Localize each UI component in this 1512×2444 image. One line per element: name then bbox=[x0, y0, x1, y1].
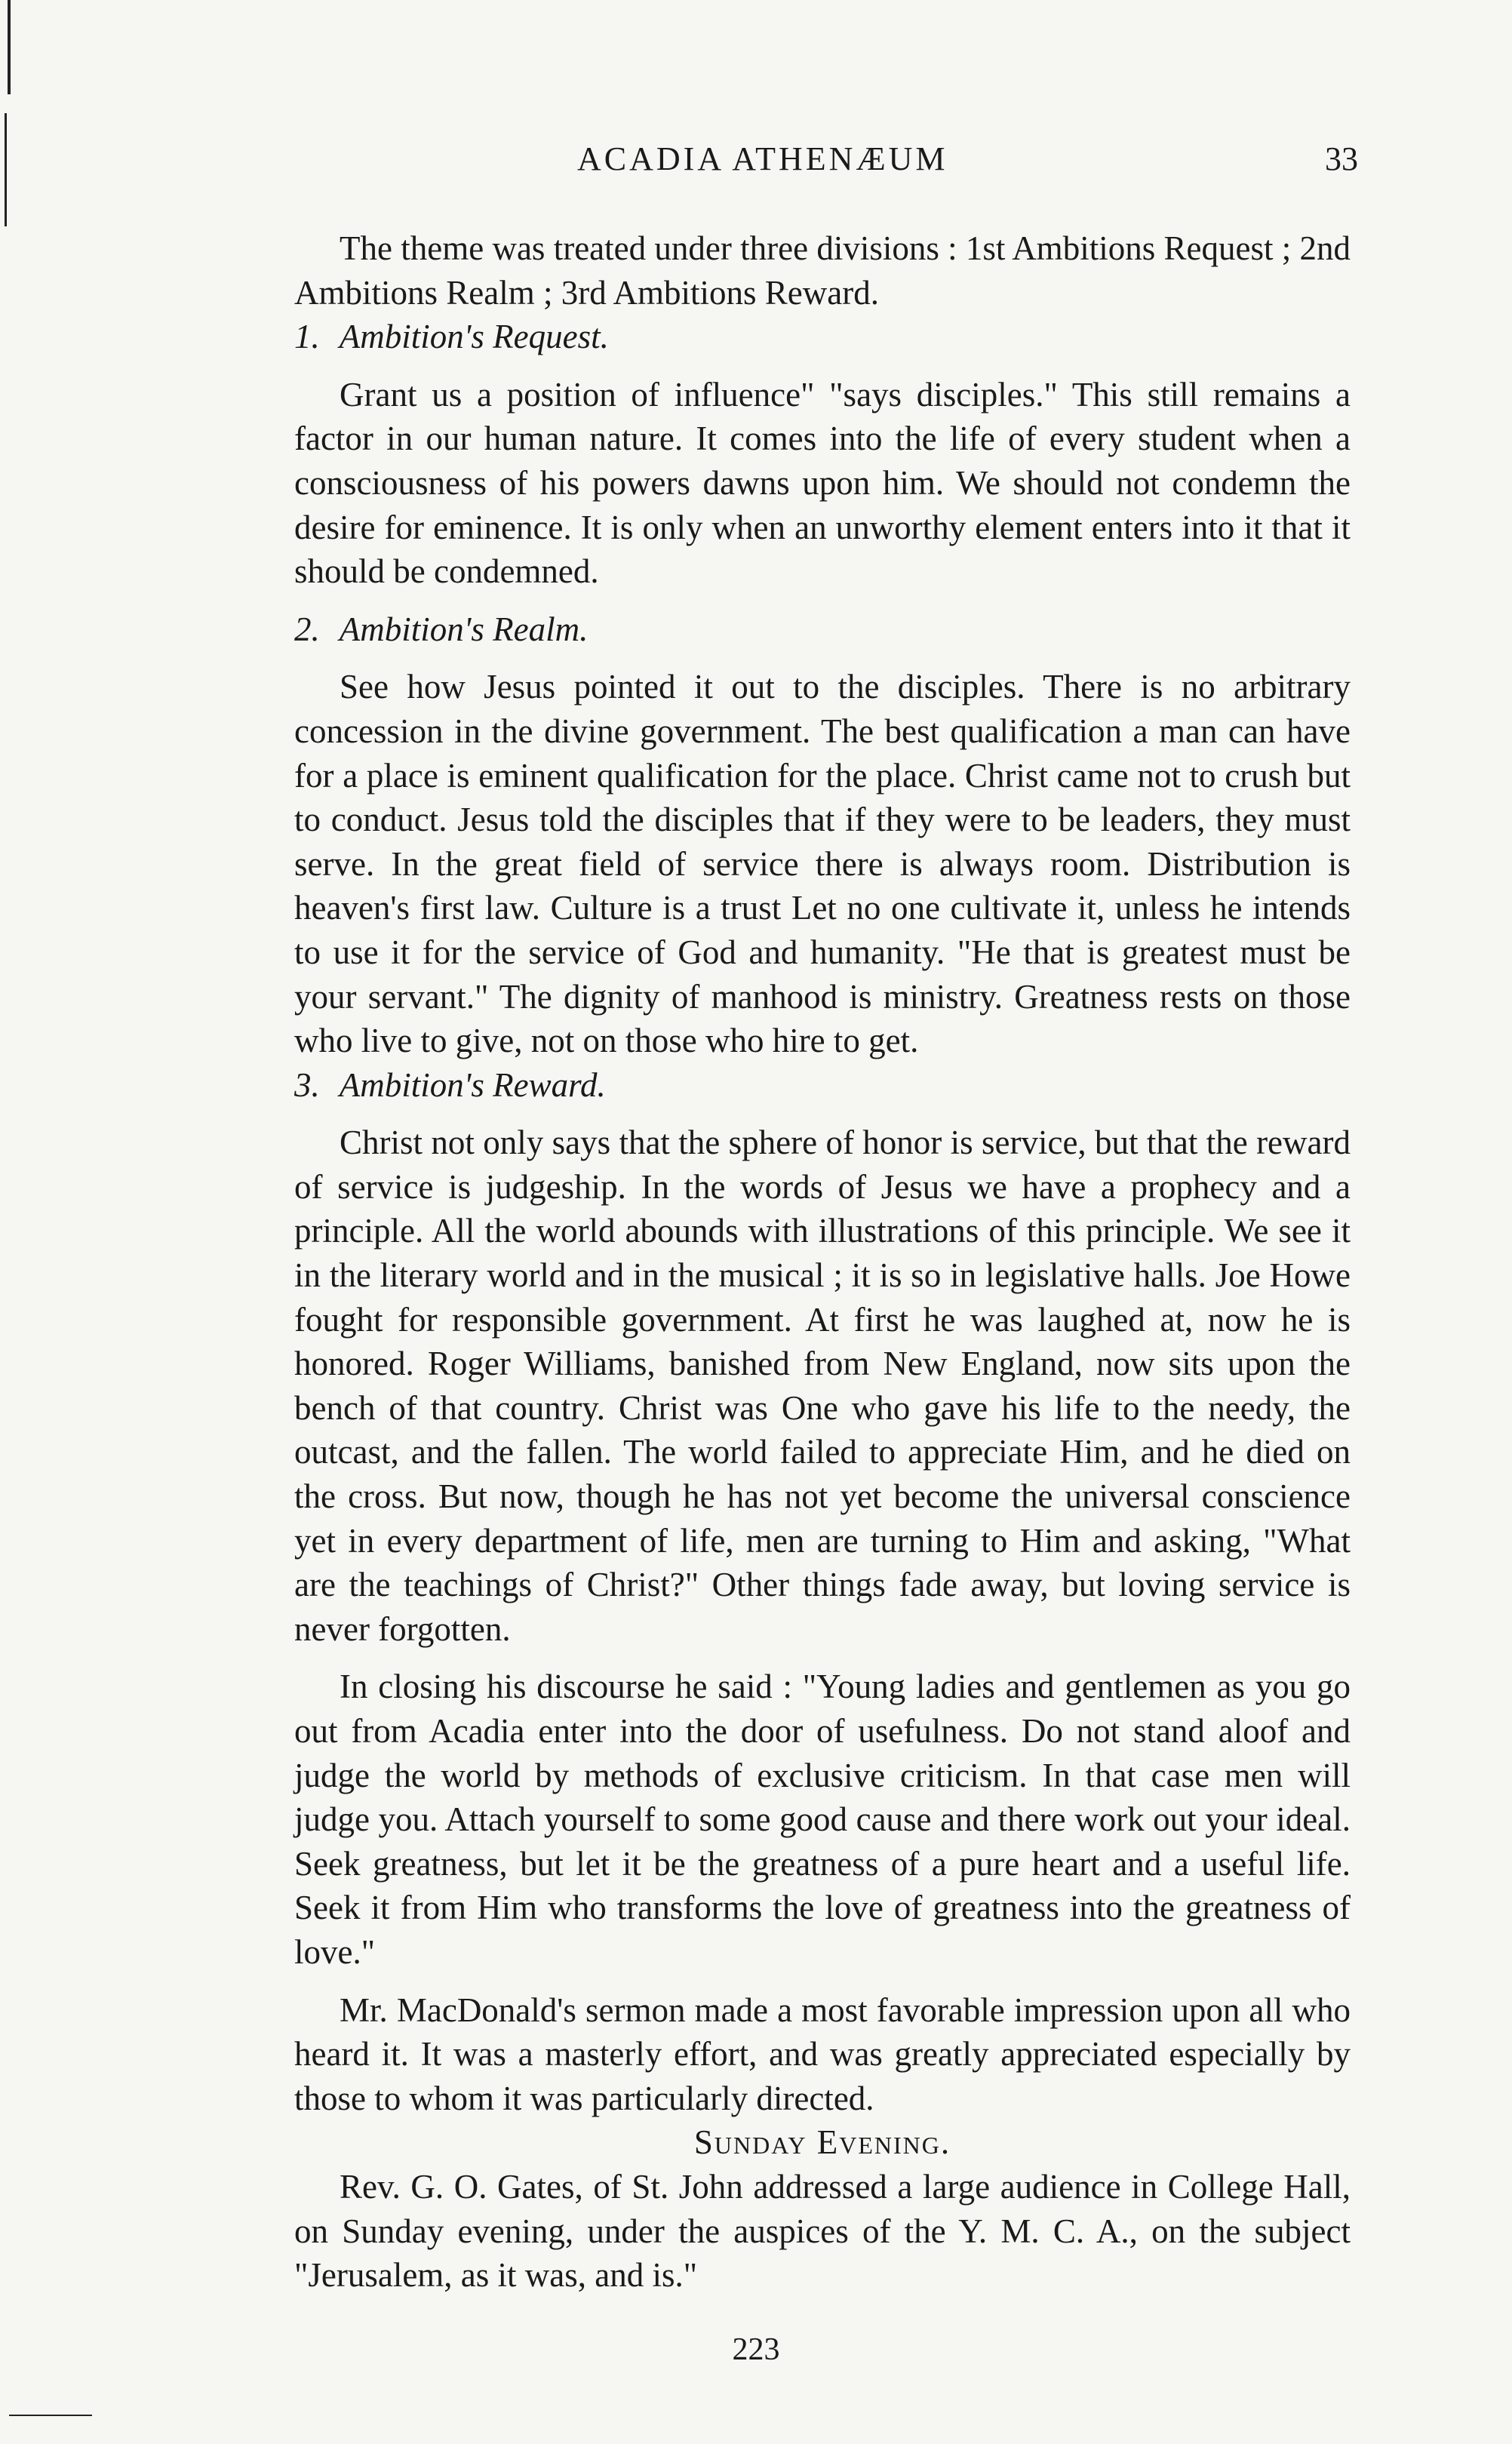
subheading-request bbox=[294, 315, 1351, 359]
page-number: 33 bbox=[1325, 140, 1358, 177]
scan-margin-line bbox=[8, 0, 11, 94]
running-title: ACADIA ATHENÆUM bbox=[577, 140, 948, 177]
paragraph-reward: Christ not only says that the sphere of honor is service, but that the reward of service is judgeship. In the words of Jesus we have a prophecy and a principle. All the world abounds with illustrations of this principle. We see it in the literary world and in the musical ; it is so in legislative halls. Joe Howe fought for responsible government. At first he was laughed at, now he is honored. Roger Williams, banished from New England, now sits upon the bench of that country. Christ was One who gave his life to the needy, the outcast, and the fallen. The world failed to appreciate Him, and he died on the cross. But now, though he has not yet become the universal conscience yet in every department of life, men are turning to Him and asking, "What are the teachings of Christ?" Other things fade away, but loving service is never forgotten. bbox=[294, 1124, 1351, 1648]
heading-sunday-evening: Sunday Evening. bbox=[693, 2123, 951, 2162]
paragraph-request: Grant us a position of influence" "says disciples." This still remains a factor in our human nature. It comes into the life of every student when a consciousness of his powers dawns upon him. We should not condemn the desire for eminence. It is only when an unworthy element enters into it that it should be condemned. bbox=[294, 375, 1351, 591]
paragraph-closing: In closing his discourse he said : "Young ladies and gentlemen as you go out from Acadia enter into the door of usefulness. Do not stand aloof and judge the world by methods of exclusive criticism. In that case men will judge you. Attach yourself to some good cause and there work out your ideal. Seek greatness, but let it be the greatness of a pure heart and a useful life. Seek it from Him who transforms the love of greatness into the greatness of love." bbox=[294, 1668, 1351, 1971]
running-header bbox=[294, 140, 1358, 192]
article-body bbox=[294, 226, 1351, 2298]
subheading-title: Ambition's Request. bbox=[339, 318, 609, 356]
paragraph-realm: See how Jesus pointed it out to the disciples. There is no arbitrary concession in the divine government. The best qualification a man can have for a place is eminent qualification for the place. Christ came not to crush but to conduct. Jesus told the disciples that if they were to be leaders, they must serve. In the great field of service there is always room. Distribution is heaven's first law. Culture is a trust Let no one cultivate it, unless he intends to use it for the service of God and humanity. "He that is greatest must be your servant." The dignity of manhood is ministry. Greatness rests on those who live to give, not on those who hire to get. bbox=[294, 668, 1351, 1060]
subheading-title: Ambition's Reward. bbox=[339, 1065, 606, 1104]
subheading-realm bbox=[294, 607, 1351, 652]
paragraph-gates: Rev. G. O. Gates, of St. John addressed a large audience in College Hall, on Sunday evening, under the auspices of the Y. M. C. A., on the subject "Jerusalem, as it was, and is." bbox=[294, 2167, 1351, 2295]
subheading-title: Ambition's Realm. bbox=[339, 610, 589, 648]
scan-margin-line bbox=[9, 2415, 92, 2416]
folio-number: 223 bbox=[732, 2332, 780, 2367]
paragraph-impression: Mr. MacDonald's sermon made a most favorable impression upon all who heard it. It was a masterly effort, and was greatly appreciated especially by those to whom it was particularly directed. bbox=[294, 1991, 1351, 2117]
scan-margin-line bbox=[5, 113, 7, 226]
paragraph-intro: The theme was treated under three divisions : 1st Ambitions Request ; 2nd Ambitions Realm ; 3rd Ambitions Reward. bbox=[294, 229, 1351, 312]
subheading-number: 3. bbox=[294, 1065, 320, 1104]
subheading-number: 1. bbox=[294, 318, 320, 356]
subheading-reward bbox=[294, 1063, 1351, 1108]
subheading-number: 2. bbox=[294, 610, 320, 648]
